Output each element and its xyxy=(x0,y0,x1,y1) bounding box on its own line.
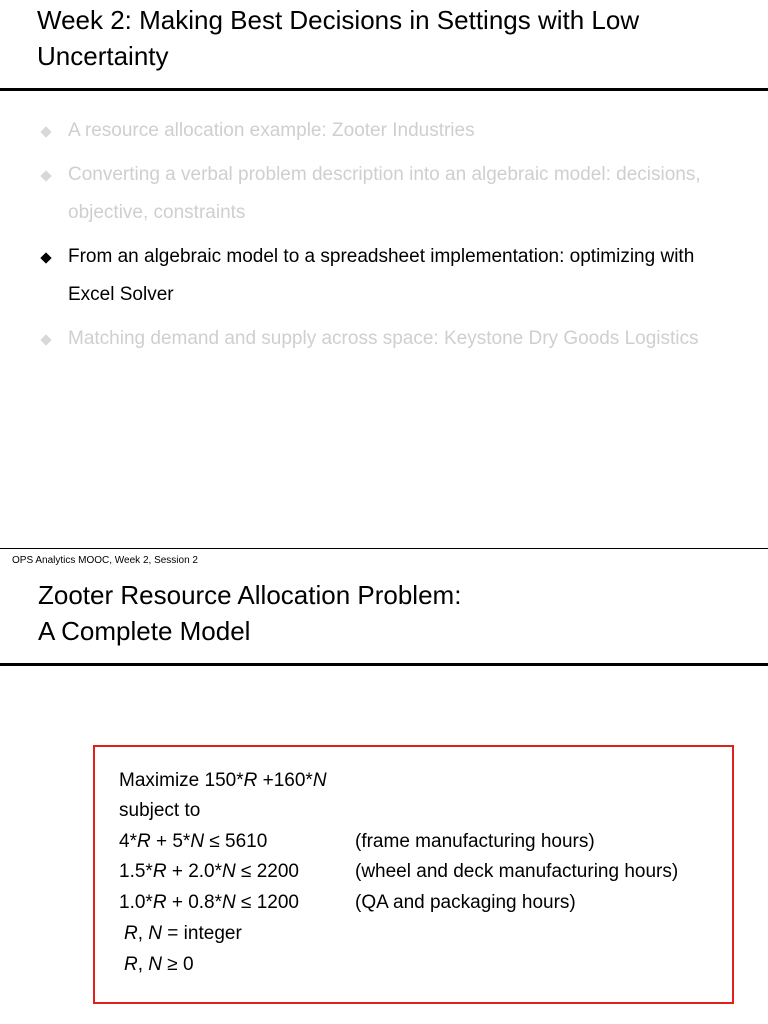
title-line: Zooter Resource Allocation Problem: xyxy=(38,580,462,610)
diamond-bullet-icon xyxy=(40,170,51,181)
agenda-item xyxy=(40,112,740,150)
objective-line xyxy=(119,766,327,796)
subject-to-line: subject to xyxy=(119,800,201,821)
constraint-note: (frame manufacturing hours) xyxy=(355,831,595,852)
nonnegativity-constraint-line xyxy=(124,950,194,980)
constraint-text: + 2.0* xyxy=(166,861,223,882)
diamond-bullet-icon xyxy=(40,252,51,263)
agenda-item-current xyxy=(40,238,740,314)
constraint-text: + 5* xyxy=(150,831,191,852)
agenda-item-text: Converting a verbal problem description into an algebraic model: decisions, objective, constraints xyxy=(68,164,701,223)
variable-r: R xyxy=(152,861,167,882)
variable-n: N xyxy=(190,831,205,852)
slide-footer: OPS Analytics MOOC, Week 2, Session 2 xyxy=(12,555,198,566)
slide-title xyxy=(38,577,461,649)
integer-constraint-line xyxy=(124,919,242,949)
agenda-item-text: A resource allocation example: Zooter Industries xyxy=(68,120,475,141)
agenda-item xyxy=(40,320,740,358)
constraint-text: 1.5* xyxy=(119,861,153,882)
objective-text: Maximize 150* xyxy=(119,770,244,791)
title-line: A Complete Model xyxy=(38,616,251,646)
diamond-bullet-icon xyxy=(40,126,51,137)
title-divider xyxy=(0,663,768,666)
variable-r: R xyxy=(136,831,151,852)
constraint-note: (QA and packaging hours) xyxy=(355,892,576,913)
slide-title: Week 2: Making Best Decisions in Settings with Low Uncertainty xyxy=(37,5,640,71)
variable-n: N xyxy=(148,954,163,975)
variable-r: R xyxy=(152,892,167,913)
constraint-line xyxy=(119,888,576,918)
title-divider xyxy=(0,88,768,91)
agenda-item-text: From an algebraic model to a spreadsheet implementation: optimizing with Excel Solver xyxy=(68,246,695,305)
variable-n: N xyxy=(222,892,236,913)
constraint-text: 4* xyxy=(119,831,137,852)
constraint-text: ≤ 5610 xyxy=(204,831,268,852)
variable-r: R xyxy=(124,954,138,975)
constraint-text: ≤ 1200 xyxy=(235,892,300,913)
constraint-line xyxy=(119,857,679,887)
variable-r: R xyxy=(243,770,258,791)
constraint-line xyxy=(119,827,595,857)
agenda-list xyxy=(40,112,740,364)
constraint-text: + 0.8* xyxy=(166,892,223,913)
variable-n: N xyxy=(222,861,236,882)
variable-n: N xyxy=(312,770,327,791)
diamond-bullet-icon xyxy=(40,334,51,345)
constraint-text: ≥ 0 xyxy=(162,954,194,975)
objective-text: +160* xyxy=(257,770,313,791)
constraint-text: 1.0* xyxy=(119,892,153,913)
agenda-item-text: Matching demand and supply across space: Keystone Dry Goods Logistics xyxy=(68,328,699,349)
constraint-text: = integer xyxy=(162,923,242,944)
separator-text: , xyxy=(137,954,149,975)
model-box xyxy=(93,745,734,1004)
variable-r: R xyxy=(124,923,138,944)
constraint-note: (wheel and deck manufacturing hours) xyxy=(355,861,679,882)
variable-n: N xyxy=(148,923,163,944)
agenda-item xyxy=(40,156,740,232)
constraint-text: ≤ 2200 xyxy=(235,861,300,882)
separator-text: , xyxy=(137,923,149,944)
